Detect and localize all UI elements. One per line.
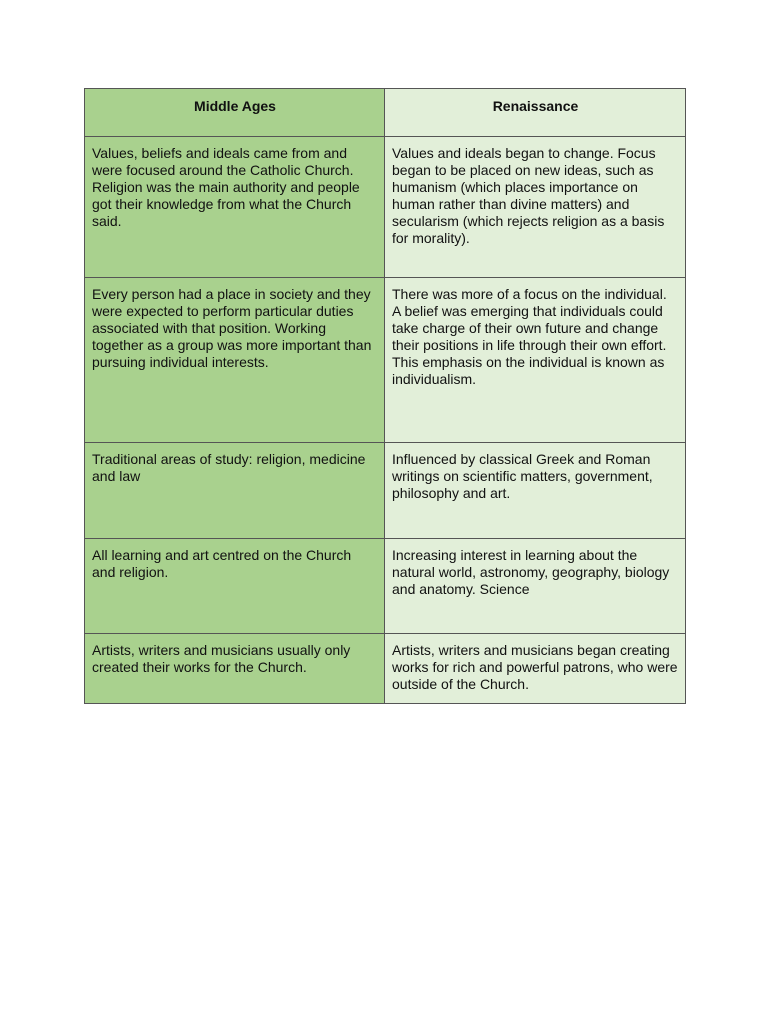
table-row	[85, 278, 686, 443]
cell-renaissance: Increasing interest in learning about the natural world, astronomy, geography, biology and anatomy. Science	[385, 539, 686, 634]
cell-middle-ages: Artists, writers and musicians usually only created their works for the Church.	[85, 634, 385, 704]
table-row	[85, 443, 686, 539]
header-renaissance: Renaissance	[385, 89, 686, 137]
header-middle-ages: Middle Ages	[85, 89, 385, 137]
cell-middle-ages: Traditional areas of study: religion, medicine and law	[85, 443, 385, 539]
cell-middle-ages: All learning and art centred on the Church and religion.	[85, 539, 385, 634]
cell-middle-ages: Every person had a place in society and they were expected to perform particular duties associated with that position. Working together as a group was more important than pursuing individual interests.	[85, 278, 385, 443]
table-row	[85, 137, 686, 278]
table-header-row	[85, 89, 686, 137]
cell-renaissance: Influenced by classical Greek and Roman writings on scientific matters, government, philosophy and art.	[385, 443, 686, 539]
comparison-table	[84, 88, 686, 704]
cell-renaissance: Values and ideals began to change. Focus began to be placed on new ideas, such as humanism (which places importance on human rather than divine matters) and secularism (which rejects religion as a basis for morality).	[385, 137, 686, 278]
cell-renaissance: There was more of a focus on the individual. A belief was emerging that individuals could take charge of their own future and change their positions in life through their own effort. This emphasis on the individual is known as individualism.	[385, 278, 686, 443]
cell-middle-ages: Values, beliefs and ideals came from and were focused around the Catholic Church. Religion was the main authority and people got their knowledge from what the Church said.	[85, 137, 385, 278]
table-row	[85, 634, 686, 704]
cell-renaissance: Artists, writers and musicians began creating works for rich and powerful patrons, who were outside of the Church.	[385, 634, 686, 704]
table-row	[85, 539, 686, 634]
